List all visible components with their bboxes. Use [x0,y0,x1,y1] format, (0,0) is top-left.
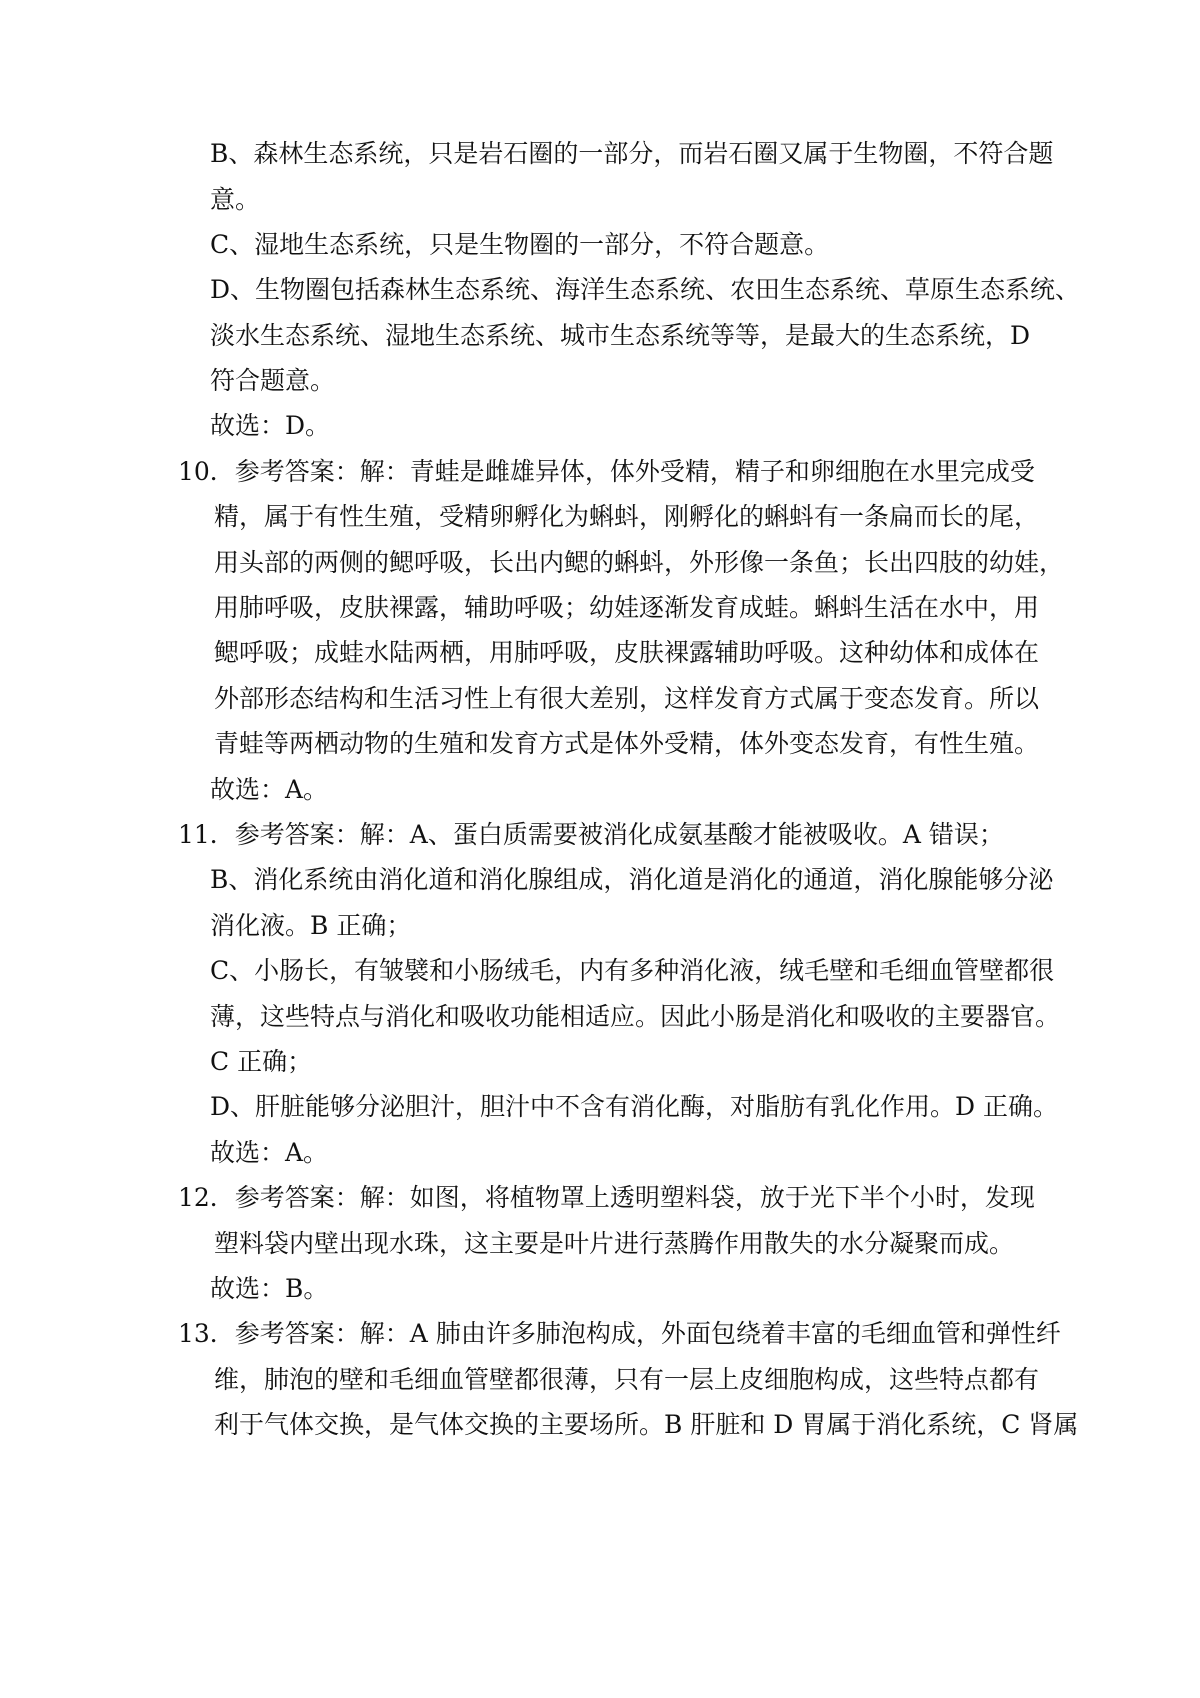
text-line: 精，属于有性生殖，受精卵孵化为蝌蚪，刚孵化的蝌蚪有一条扁而长的尾， [214,502,1040,531]
answer-line: 故选：D。 [210,411,331,440]
text-line: 用头部的两侧的鳃呼吸，长出内鳃的蝌蚪，外形像一条鱼；长出四肢的幼娃， [214,548,1065,577]
text-line: 消化液。B 正确； [210,911,412,940]
item-number-line: 10．参考答案：解：青蛙是雌雄异体，体外受精，精子和卵细胞在水里完成受 [178,457,1035,486]
text-line: 维，肺泡的壁和毛细血管壁都很薄，只有一层上皮细胞构成，这些特点都有 [214,1365,1040,1394]
item-number-line: 12．参考答案：解：如图，将植物罩上透明塑料袋，放于光下半个小时，发现 [178,1183,1035,1212]
text-line: 利于气体交换，是气体交换的主要场所。B 肝脏和 D 胃属于消化系统，C 肾属 [214,1410,1079,1439]
answer-line: 故选：A。 [210,775,329,804]
text-line: 青蛙等两栖动物的生殖和发育方式是体外受精，体外变态发育，有性生殖。 [214,729,1040,758]
text-line: C、湿地生态系统，只是生物圈的一部分，不符合题意。 [210,230,830,259]
text-line: 用肺呼吸，皮肤裸露，辅助呼吸；幼娃逐渐发育成蛙。蝌蚪生活在水中，用 [214,593,1040,622]
answer-line: 故选：B。 [210,1274,329,1303]
text-line: 符合题意。 [210,366,336,395]
item-number-line: 13．参考答案：解：A 肺由许多肺泡构成，外面包绕着丰富的毛细血管和弹性纤 [178,1319,1061,1348]
text-line: D、生物圈包括森林生态系统、海洋生态系统、农田生态系统、草原生态系统、 [210,275,1081,304]
text-line: 塑料袋内壁出现水珠，这主要是叶片进行蒸腾作用散失的水分凝聚而成。 [214,1229,1015,1258]
text-line: D、肝脏能够分泌胆汁，胆汁中不含有消化酶，对脂肪有乳化作用。D 正确。 [210,1092,1059,1121]
text-line: 外部形态结构和生活习性上有很大差别，这样发育方式属于变态发育。所以 [214,684,1040,713]
item-number-line: 11．参考答案：解：A、蛋白质需要被消化成氨基酸才能被吸收。A 错误； [178,820,1004,849]
text-line: 鳃呼吸；成蛙水陆两栖，用肺呼吸，皮肤裸露辅助呼吸。这种幼体和成体在 [214,638,1040,667]
text-line: C 正确； [210,1047,313,1076]
answer-line: 故选：A。 [210,1138,329,1167]
text-line: 薄，这些特点与消化和吸收功能相适应。因此小肠是消化和吸收的主要器官。 [210,1002,1061,1031]
text-line: B、消化系统由消化道和消化腺组成，消化道是消化的通道，消化腺能够分泌 [210,865,1054,894]
text-line: 淡水生态系统、湿地生态系统、城市生态系统等等，是最大的生态系统，D [210,321,1031,350]
text-line: B、森林生态系统，只是岩石圈的一部分，而岩石圈又属于生物圈，不符合题 [210,139,1054,168]
text-line: 意。 [210,185,261,214]
text-line: C、小肠长，有皱襞和小肠绒毛，内有多种消化液，绒毛壁和毛细血管壁都很 [210,956,1055,985]
